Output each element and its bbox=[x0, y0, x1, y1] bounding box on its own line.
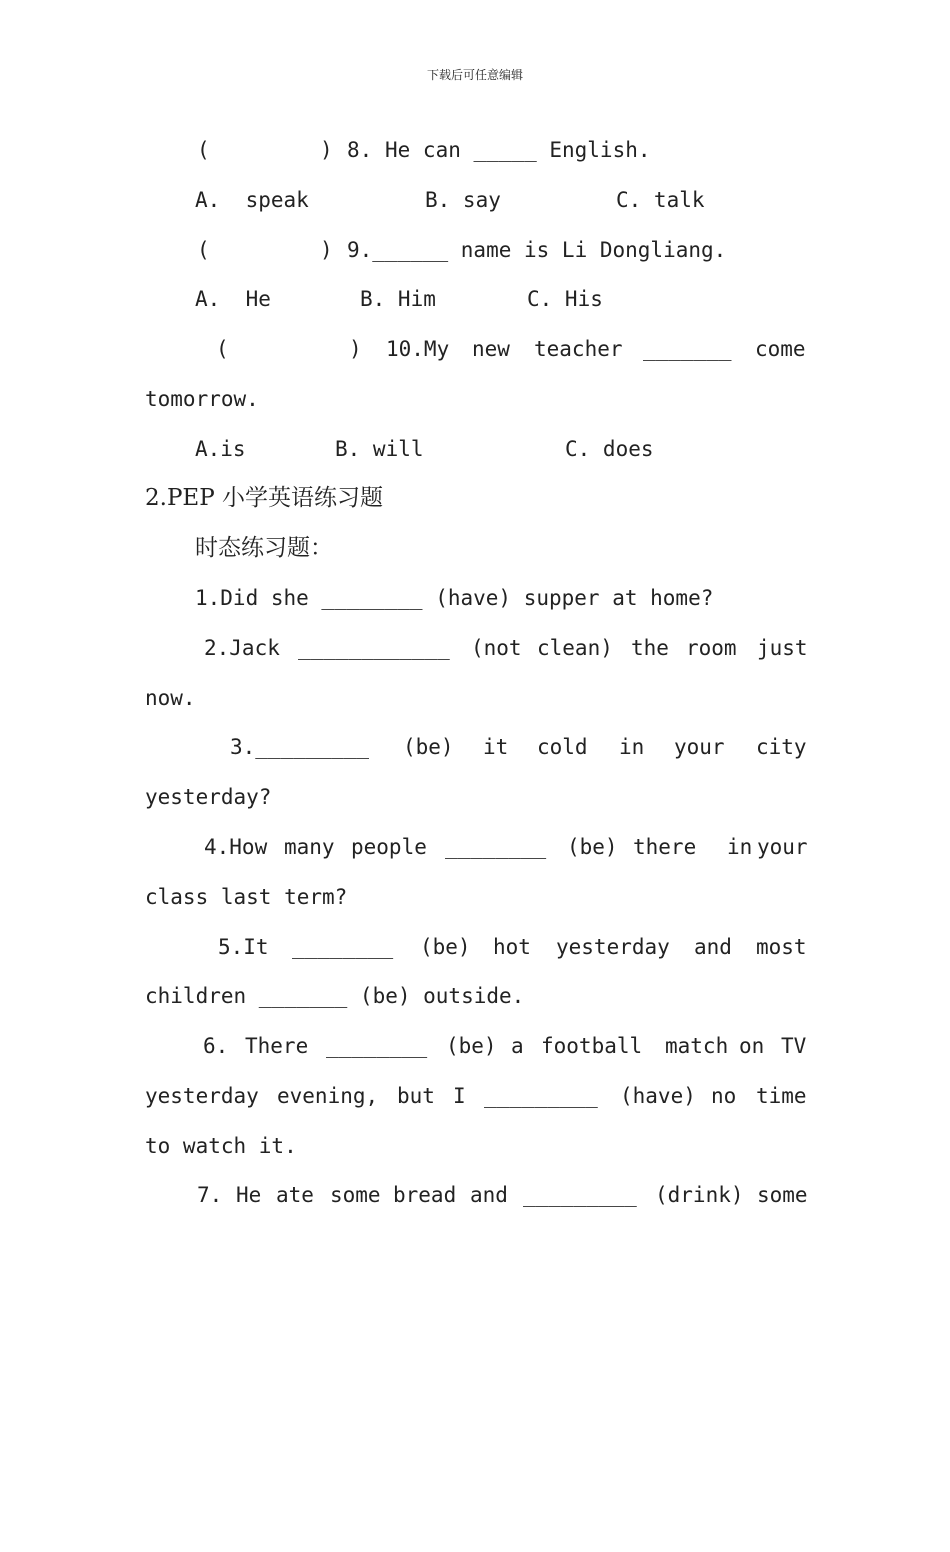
option-b: B. will bbox=[335, 437, 424, 461]
question-word: your bbox=[757, 835, 808, 859]
question-text: class last term? bbox=[145, 885, 348, 909]
question-word: teacher bbox=[534, 337, 623, 361]
question-word: 2.Jack bbox=[204, 636, 280, 660]
answer-blank: ____________ bbox=[298, 636, 450, 660]
option-c: C. His bbox=[527, 287, 603, 311]
answer-blank: ________ bbox=[326, 1034, 428, 1058]
question-word: There bbox=[245, 1034, 309, 1058]
option-c: C. talk bbox=[616, 188, 705, 212]
question-word: (be) bbox=[567, 835, 618, 859]
answer-paren-open: ( bbox=[197, 238, 210, 262]
question-word: there bbox=[633, 835, 697, 859]
tense-question-3-continued bbox=[0, 780, 950, 814]
question-word: in bbox=[727, 835, 753, 859]
tense-question-4-continued bbox=[0, 880, 950, 914]
option-a: A. speak bbox=[195, 188, 309, 212]
question-word: some bbox=[757, 1183, 808, 1207]
question-9-options bbox=[0, 282, 950, 316]
section-2-title-line bbox=[0, 481, 950, 515]
question-text: 1.Did she ________ (have) supper at home? bbox=[195, 586, 714, 610]
question-word: 3._________ bbox=[230, 735, 370, 759]
question-text: 9.______ name is Li Dongliang. bbox=[347, 238, 727, 262]
question-word: new bbox=[472, 337, 510, 361]
answer-blank: _______ bbox=[643, 337, 732, 361]
answer-blank: _________ bbox=[523, 1183, 637, 1207]
question-10-continued bbox=[0, 382, 950, 416]
question-word: city bbox=[756, 735, 807, 759]
question-text: tomorrow. bbox=[145, 387, 259, 411]
tense-question-1 bbox=[0, 581, 950, 615]
question-9 bbox=[0, 233, 950, 267]
answer-paren-close: ) bbox=[320, 138, 333, 162]
question-word: and bbox=[470, 1183, 508, 1207]
question-word: (not bbox=[471, 636, 522, 660]
answer-paren-open: ( bbox=[197, 138, 210, 162]
question-word: cold bbox=[537, 735, 588, 759]
option-a: A.is bbox=[195, 437, 246, 461]
question-word: clean) bbox=[537, 636, 613, 660]
question-text: yesterday? bbox=[145, 785, 272, 809]
question-word: 6. bbox=[203, 1034, 229, 1058]
option-b: B. say bbox=[425, 188, 501, 212]
answer-blank: _________ bbox=[484, 1084, 598, 1108]
question-word: just bbox=[757, 636, 808, 660]
question-word: yesterday bbox=[556, 935, 670, 959]
question-word: it bbox=[483, 735, 509, 759]
section-2-subtitle-line bbox=[0, 531, 950, 565]
question-text: He can _____ English. bbox=[385, 138, 651, 162]
question-word: but bbox=[397, 1084, 435, 1108]
tense-question-6-line-2 bbox=[0, 1079, 950, 1113]
page-header: 下载后可任意编辑 bbox=[426, 68, 523, 82]
question-text: now. bbox=[145, 686, 196, 710]
question-word: match bbox=[665, 1034, 729, 1058]
question-word: (drink) bbox=[655, 1183, 744, 1207]
section-subtitle: 时态练习题： bbox=[195, 535, 333, 561]
question-word: room bbox=[686, 636, 737, 660]
tense-question-4 bbox=[0, 830, 950, 864]
tense-question-2 bbox=[0, 631, 950, 665]
question-word: your bbox=[674, 735, 725, 759]
answer-blank: ________ bbox=[292, 935, 394, 959]
question-10 bbox=[0, 332, 950, 366]
question-8 bbox=[0, 133, 950, 167]
question-word: I bbox=[453, 1084, 466, 1108]
question-word: (be) bbox=[446, 1034, 497, 1058]
question-word: (have) bbox=[620, 1084, 696, 1108]
tense-question-5 bbox=[0, 930, 950, 964]
question-10-options bbox=[0, 432, 950, 466]
question-word: 10.My bbox=[386, 337, 450, 361]
answer-paren-close: ) bbox=[349, 337, 362, 361]
question-word: the bbox=[631, 636, 669, 660]
question-text: children _______ (be) outside. bbox=[145, 984, 525, 1008]
question-word: bread bbox=[393, 1183, 457, 1207]
question-word: He bbox=[236, 1183, 262, 1207]
question-word: 7. bbox=[197, 1183, 223, 1207]
answer-paren-close: ) bbox=[320, 238, 333, 262]
question-word: football bbox=[541, 1034, 643, 1058]
question-number: 8. bbox=[347, 138, 373, 162]
question-word: evening, bbox=[277, 1084, 379, 1108]
question-word: TV bbox=[781, 1034, 807, 1058]
option-c: C. does bbox=[565, 437, 654, 461]
question-word: come bbox=[755, 337, 806, 361]
question-word: some bbox=[330, 1183, 381, 1207]
section-title: 2.PEP 小学英语练习题 bbox=[145, 485, 383, 511]
tense-question-5-continued bbox=[0, 979, 950, 1013]
question-word: ate bbox=[276, 1183, 314, 1207]
question-word: a bbox=[511, 1034, 524, 1058]
question-word: people bbox=[351, 835, 427, 859]
question-8-options bbox=[0, 183, 950, 217]
question-word: and bbox=[694, 935, 732, 959]
question-word: time bbox=[756, 1084, 807, 1108]
tense-question-3 bbox=[0, 730, 950, 764]
tense-question-6-continued bbox=[0, 1129, 950, 1163]
answer-blank: ________ bbox=[445, 835, 547, 859]
tense-question-7 bbox=[0, 1178, 950, 1212]
question-word: 5.It bbox=[218, 935, 269, 959]
answer-paren-open: ( bbox=[216, 337, 229, 361]
question-word: 4.How bbox=[204, 835, 268, 859]
question-word: most bbox=[756, 935, 807, 959]
tense-question-2-continued bbox=[0, 681, 950, 715]
question-word: on bbox=[739, 1034, 765, 1058]
question-text: to watch it. bbox=[145, 1134, 297, 1158]
question-word: in bbox=[619, 735, 645, 759]
option-b: B. Him bbox=[360, 287, 436, 311]
question-word: no bbox=[711, 1084, 737, 1108]
question-word: (be) bbox=[420, 935, 471, 959]
tense-question-6 bbox=[0, 1029, 950, 1063]
question-word: yesterday bbox=[145, 1084, 259, 1108]
question-word: hot bbox=[493, 935, 531, 959]
option-a: A. He bbox=[195, 287, 271, 311]
question-word: (be) bbox=[403, 735, 454, 759]
question-word: many bbox=[284, 835, 335, 859]
